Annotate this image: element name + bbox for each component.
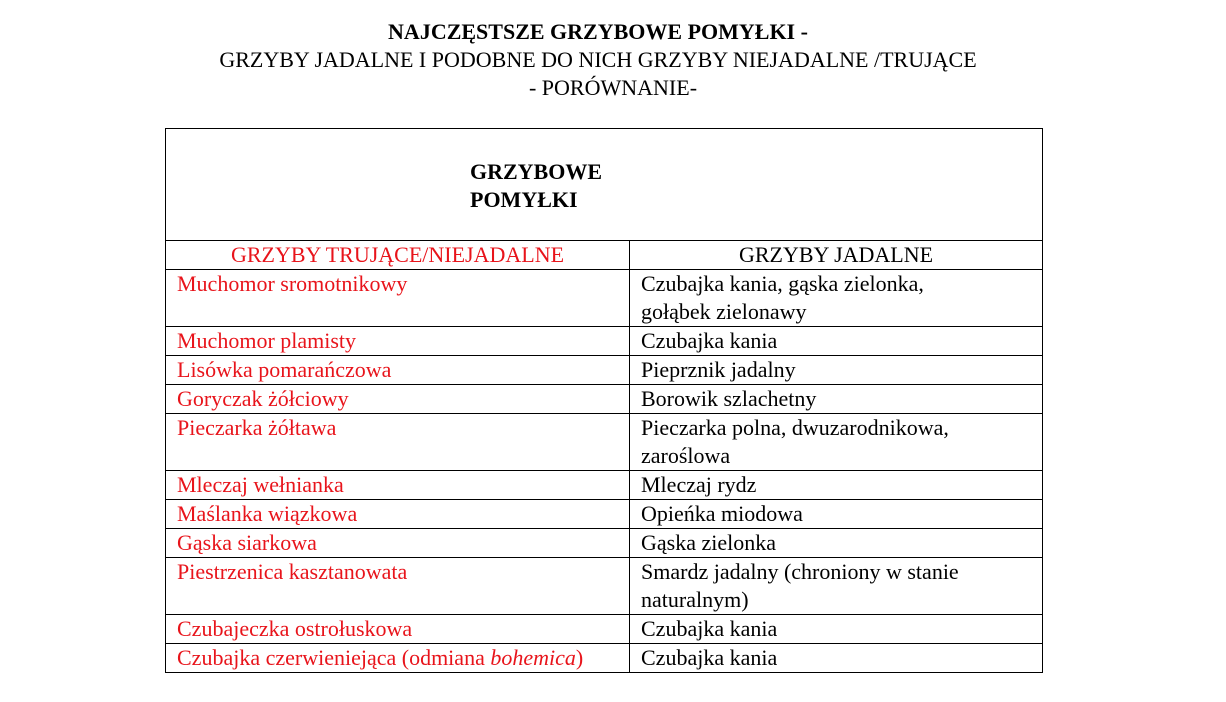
- table-caption-row: [166, 129, 1043, 241]
- title-line-1: NAJCZĘSTSZE GRZYBOWE POMYŁKI -: [388, 19, 808, 44]
- edible-cell: Czubajka kania: [630, 644, 1043, 673]
- table-row: [166, 385, 1043, 414]
- poisonous-cell: Lisówka pomarańczowa: [166, 356, 630, 385]
- edible-line: gołąbek zielonawy: [641, 299, 807, 324]
- table-row: [166, 644, 1043, 673]
- column-header-edible: GRZYBY JADALNE: [630, 241, 1043, 270]
- table-row: [166, 327, 1043, 356]
- poisonous-cell: Mleczaj wełnianka: [166, 471, 630, 500]
- edible-cell: [630, 270, 1043, 327]
- edible-cell: [630, 414, 1043, 471]
- table-caption-cell: [166, 129, 1043, 241]
- edible-cell: Czubajka kania: [630, 615, 1043, 644]
- title-line-2: GRZYBY JADALNE I PODOBNE DO NICH GRZYBY NIEJADALNE /TRUJĄCE: [219, 47, 977, 72]
- poisonous-cell: Goryczak żółciowy: [166, 385, 630, 414]
- edible-cell: Czubajka kania: [630, 327, 1043, 356]
- table-row: [166, 529, 1043, 558]
- edible-line: zaroślowa: [641, 443, 731, 468]
- table-caption-line-1: GRZYBOWE: [470, 159, 603, 184]
- edible-cell: Pieprznik jadalny: [630, 356, 1043, 385]
- edible-line: Smardz jadalny (chroniony w stanie: [641, 559, 959, 584]
- document-title: [0, 18, 1196, 102]
- poisonous-cell: [166, 644, 630, 673]
- column-header-row: [166, 241, 1043, 270]
- table-caption: [470, 158, 602, 214]
- edible-cell: Mleczaj rydz: [630, 471, 1043, 500]
- table-row: [166, 414, 1043, 471]
- title-line-3: - PORÓWNANIE-: [528, 75, 698, 100]
- edible-cell: Borowik szlachetny: [630, 385, 1043, 414]
- table-caption-line-2: POMYŁKI: [470, 187, 578, 212]
- poisonous-cell: Pieczarka żółtawa: [166, 414, 630, 471]
- poisonous-cell: Czubajeczka ostrołuskowa: [166, 615, 630, 644]
- column-header-poisonous: GRZYBY TRUJĄCE/NIEJADALNE: [166, 241, 630, 270]
- comparison-table: [165, 128, 1043, 673]
- poisonous-cell: Piestrzenica kasztanowata: [166, 558, 630, 615]
- poisonous-cell: Muchomor sromotnikowy: [166, 270, 630, 327]
- table-row: [166, 558, 1043, 615]
- edible-cell: [630, 558, 1043, 615]
- edible-line: naturalnym): [641, 587, 749, 612]
- variety-name: bohemica: [490, 645, 576, 670]
- edible-line: Czubajka kania, gąska zielonka,: [641, 271, 924, 296]
- table-row: [166, 500, 1043, 529]
- table-row: [166, 270, 1043, 327]
- table-row: [166, 471, 1043, 500]
- poisonous-cell: Gąska siarkowa: [166, 529, 630, 558]
- table-row: [166, 356, 1043, 385]
- poisonous-name-suffix: ): [575, 645, 584, 670]
- table-row: [166, 615, 1043, 644]
- edible-cell: Opieńka miodowa: [630, 500, 1043, 529]
- edible-line: Pieczarka polna, dwuzarodnikowa,: [641, 415, 949, 440]
- poisonous-cell: Maślanka wiązkowa: [166, 500, 630, 529]
- edible-cell: Gąska zielonka: [630, 529, 1043, 558]
- poisonous-cell: Muchomor plamisty: [166, 327, 630, 356]
- poisonous-name: Czubajka czerwieniejąca (odmiana: [177, 645, 491, 670]
